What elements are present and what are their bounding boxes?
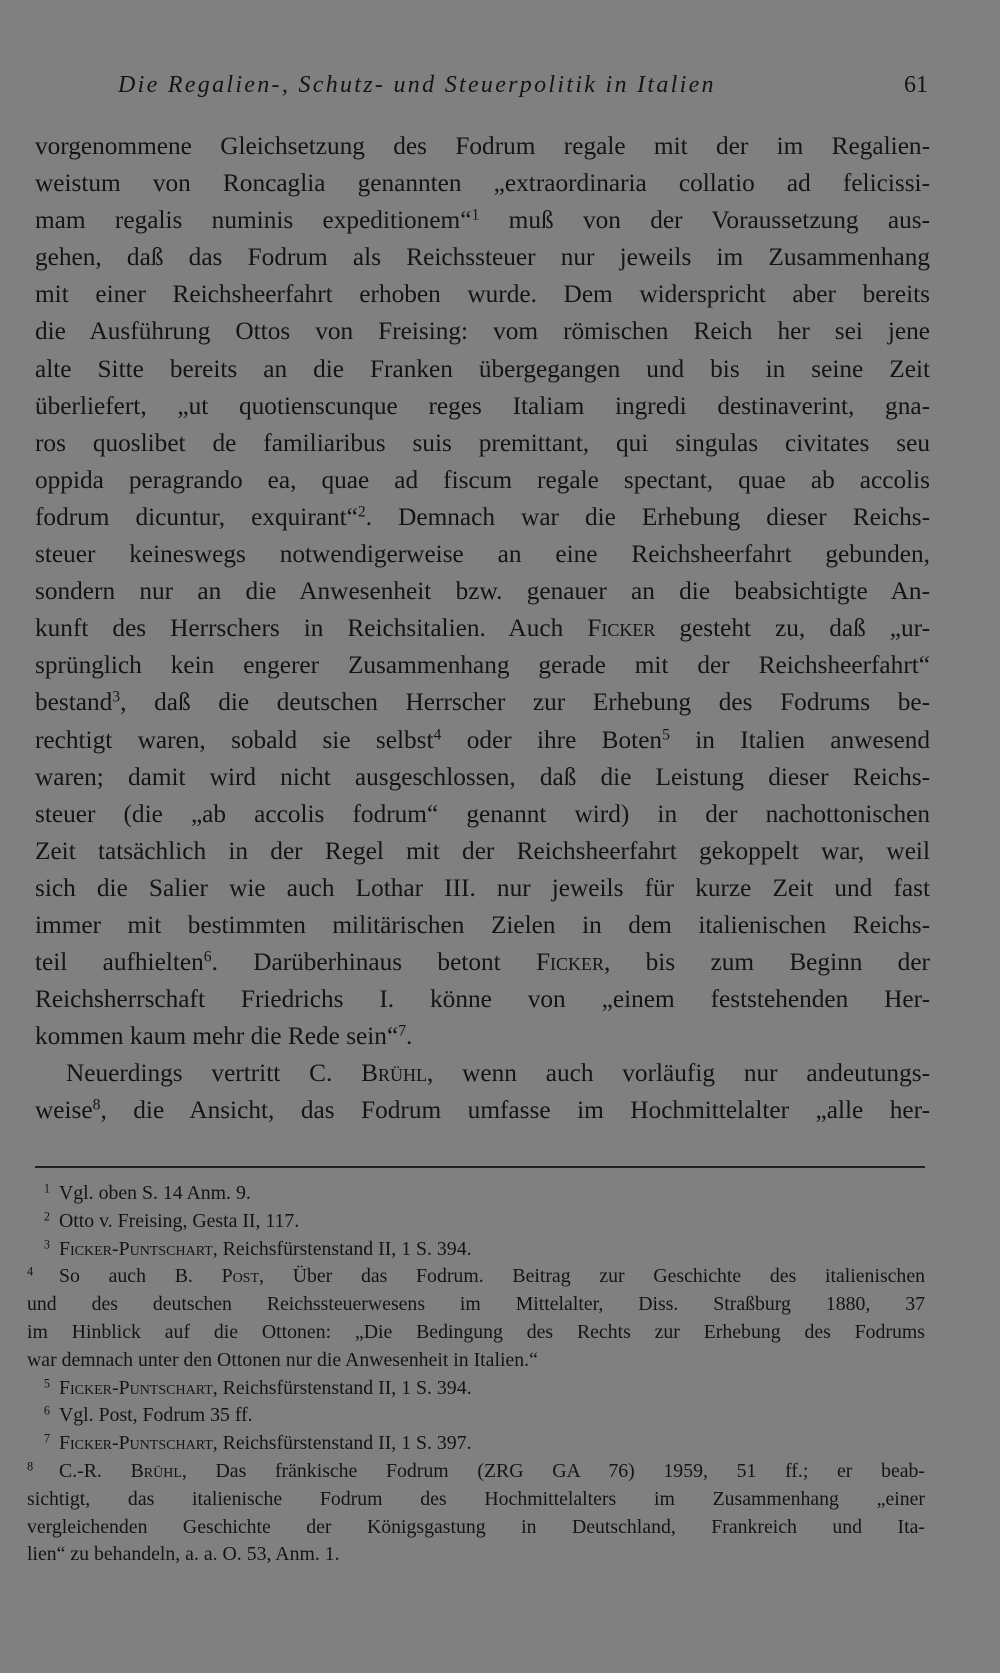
- body-line: gehen, daß das Fodrum als Reichssteuer nur jeweils im Zusammenhang: [35, 243, 930, 272]
- author-name: Ficker: [535, 948, 605, 977]
- footnote-number: 1: [43, 1181, 50, 1196]
- body-line: steuer keineswegs notwendigerweise an eine Reichsheerfahrt gebunden,: [35, 540, 930, 569]
- body-line: teil aufhielten$^6$. Darüberhinaus betont Ficker, bis zum Beginn der: [35, 948, 930, 977]
- footnote-8-continued: sichtigt, das italienische Fodrum des Hochmittelalters im Zusammenhang „einer: [27, 1487, 925, 1510]
- footnote-ref: 4: [433, 725, 442, 743]
- footnotes: [27, 1180, 925, 1569]
- footnote-8-continued: lien“ zu behandeln, a. a. O. 53, Anm. 1.: [27, 1543, 340, 1566]
- footnote-ref: 3: [112, 688, 121, 706]
- page-number: 61: [904, 72, 928, 98]
- footnote-ref: 2: [357, 503, 366, 521]
- body-line: sprünglich kein engerer Zusammenhang gerade mit der Reichsheerfahrt“: [35, 651, 930, 680]
- body-line: überliefert, „ut quotienscunque reges Italiam ingredi destinaverint, gna-: [35, 391, 930, 420]
- body-line: Reichsherrschaft Friedrichs I. könne von „einem feststehenden Her-: [35, 985, 930, 1014]
- footnote-5: $^5$ Ficker-Puntschart, Reichsfürstenstand II, 1 S. 394.: [27, 1375, 925, 1403]
- author-name: Ficker: [587, 614, 656, 643]
- body-line: vorgenommene Gleichsetzung des Fodrum regale mit der im Regalien-: [35, 132, 930, 160]
- footnote-number: 6: [43, 1403, 50, 1418]
- footnote-4: $^4$ So auch B. Post, Über das Fodrum. Beitrag zur Geschichte des italienischen: [27, 1263, 925, 1291]
- body-text: [35, 128, 930, 1130]
- footnote-2: $^2$ Otto v. Freising, Gesta II, 117.: [27, 1208, 925, 1236]
- body-line: mit einer Reichsheerfahrt erhoben wurde. Dem widerspricht aber bereits: [35, 280, 930, 309]
- body-line: steuer (die „ab accolis fodrum“ genannt wird) in der nachottonischen: [35, 799, 930, 828]
- body-line: weise$^8$, die Ansicht, das Fodrum umfasse im Hochmittelalter „alle her-: [35, 1096, 930, 1125]
- body-line: bestand$^3$, daß die deutschen Herrscher zur Erhebung des Fodrums be-: [35, 688, 930, 717]
- footnote-ref: 6: [203, 948, 212, 966]
- footnote-4-continued: war demnach unter den Ottonen nur die Anwesenheit in Italien.“: [27, 1348, 538, 1371]
- body-line: alte Sitte bereits an die Franken übergegangen und bis in seine Zeit: [35, 354, 930, 383]
- body-line: weistum von Roncaglia genannten „extraordinaria collatio ad felicissi-: [35, 169, 930, 198]
- body-line: Neuerdings vertritt C. Brühl, wenn auch vorläufig nur andeutungs-: [66, 1059, 930, 1088]
- footnote-ref: 5: [662, 725, 670, 743]
- body-line: kunft des Herrschers in Reichsitalien. Auch Ficker gesteht zu, daß „ur-: [35, 614, 930, 643]
- footnote-ref: 1: [471, 206, 480, 224]
- body-line: immer mit bestimmten militärischen Zielen in dem italienischen Reichs-: [35, 910, 930, 939]
- footnote-number: 7: [43, 1431, 50, 1446]
- footnote-3: $^3$ Ficker-Puntschart, Reichsfürstenstand II, 1 S. 394.: [27, 1236, 925, 1264]
- running-head: [118, 72, 928, 108]
- footnote-8: $^8$ C.-R. Brühl, Das fränkische Fodrum (ZRG GA 76) 1959, 51 ff.; er beab-: [27, 1458, 925, 1486]
- footnote-4-continued: und des deutschen Reichssteuerwesens im Mittelalter, Diss. Straßburg 1880, 37: [27, 1293, 925, 1316]
- footnote-7: $^7$ Ficker-Puntschart, Reichsfürstenstand II, 1 S. 397.: [27, 1430, 925, 1458]
- footnote-ref: 7: [398, 1022, 407, 1040]
- body-line: rechtigt waren, sobald sie selbst$^4$ oder ihre Boten$^5$ in Italien anwesend: [35, 725, 930, 754]
- body-line: kommen kaum mehr die Rede sein“$^7$.: [35, 1022, 413, 1051]
- body-line: Zeit tatsächlich in der Regel mit der Reichsheerfahrt gekoppelt war, weil: [35, 836, 930, 865]
- footnote-divider: [35, 1166, 925, 1168]
- body-line: waren; damit wird nicht ausgeschlossen, daß die Leistung dieser Reichs-: [35, 762, 930, 791]
- footnote-1: $^1$ Vgl. oben S. 14 Anm. 9.: [27, 1180, 925, 1208]
- body-line: fodrum dicuntur, exquirant“$^2$. Demnach war die Erhebung dieser Reichs-: [35, 502, 930, 531]
- footnote-number: 5: [43, 1375, 50, 1390]
- footnote-8-continued: vergleichenden Geschichte der Königsgastung in Deutschland, Frankreich und Ita-: [27, 1515, 925, 1538]
- footnote-6: $^6$ Vgl. Post, Fodrum 35 ff.: [27, 1402, 925, 1430]
- body-line: oppida peragrando ea, quae ad fiscum regale spectant, quae ab accolis: [35, 465, 930, 494]
- body-line: ros quoslibet de familiaribus suis premittant, qui singulas civitates seu: [35, 428, 930, 457]
- footnote-number: 4: [27, 1264, 34, 1279]
- body-line: sondern nur an die Anwesenheit bzw. genauer an die beabsichtigte An-: [35, 577, 930, 606]
- footnote-number: 3: [43, 1236, 50, 1251]
- footnote-4-continued: im Hinblick auf die Ottonen: „Die Bedingung des Rechts zur Erhebung des Fodrums: [27, 1320, 925, 1343]
- footnote-ref: 8: [92, 1096, 101, 1114]
- running-head-title: Die Regalien-, Schutz- und Steuerpolitik in Italien: [118, 72, 716, 98]
- body-line: sich die Salier wie auch Lothar III. nur jeweils für kurze Zeit und fast: [35, 873, 930, 902]
- author-name: Brühl: [361, 1059, 427, 1088]
- footnote-number: 2: [43, 1209, 50, 1224]
- body-line: mam regalis numinis expeditionem“$^1$ muß von der Voraussetzung aus-: [35, 206, 930, 235]
- footnote-number: 8: [27, 1459, 34, 1474]
- body-line: die Ausführung Ottos von Freising: vom römischen Reich her sei jene: [35, 317, 930, 346]
